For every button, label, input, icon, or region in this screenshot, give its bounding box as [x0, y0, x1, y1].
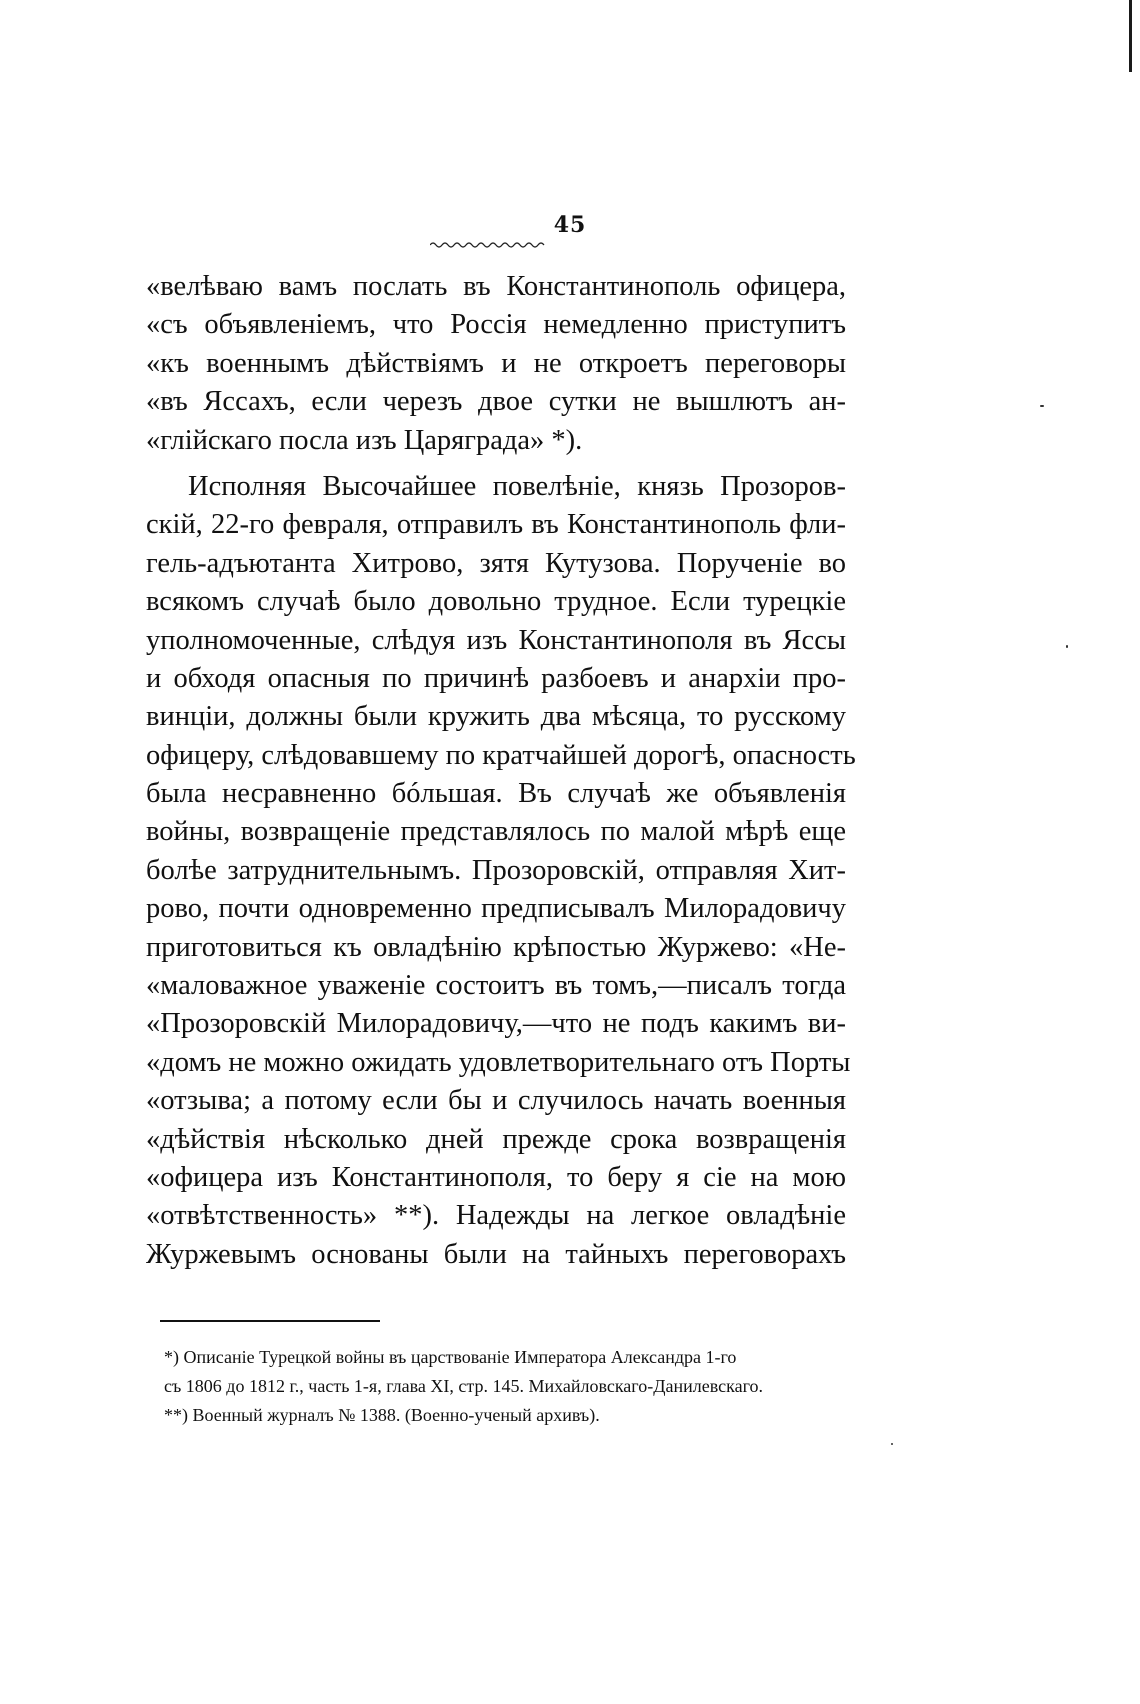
text-line: «отзыва; а потому если бы и случилось начать военныя — [146, 1085, 846, 1117]
footnote-1-line-1: *) Описаніе Турецкой войны въ царствованіе Императора Александра 1-го — [164, 1347, 737, 1367]
text-line: винціи, должны были кружить два мѣсяца, то русскому — [146, 701, 846, 733]
text-line: «въ Яссахъ, если черезъ двое сутки не вышлютъ ан- — [146, 386, 846, 418]
text-line: Журжевымъ основаны были на тайныхъ переговорахъ — [146, 1238, 846, 1270]
page-number-ornament — [430, 240, 545, 250]
text-line: «Прозоровскій Милорадовичу,—что не подъ какимъ ви- — [146, 1008, 846, 1040]
text-line: «съ объявленіемъ, что Россія немедленно приступитъ — [146, 309, 846, 341]
text-line: «отвѣтственность» **). Надежды на легкое овладѣніе — [146, 1200, 846, 1232]
text-line: скій, 22-го февраля, отправилъ въ Константинополь фли- — [146, 509, 846, 541]
text-line: и обходя опасныя по причинѣ разбоевъ и анархіи про- — [146, 662, 846, 694]
text-line: «офицера изъ Константинополя, то беру я сіе на мою — [146, 1161, 846, 1193]
footnotes — [164, 1343, 848, 1430]
body-text — [146, 268, 856, 1274]
footnote-divider — [160, 1320, 380, 1322]
scan-speck — [891, 1443, 893, 1445]
text-line: Исполняя Высочайшее повелѣніе, князь Прозоров- — [188, 470, 846, 502]
text-line: уполномоченные, слѣдуя изъ Константинополя въ Яссы — [146, 624, 846, 656]
paragraph-2 — [146, 468, 856, 1274]
text-line: гель-адъютанта Хитрово, зятя Кутузова. Порученіе во — [146, 547, 846, 579]
scan-edge-mark — [1129, 0, 1132, 72]
text-line: «маловажное уваженіе состоитъ въ томъ,—писалъ тогда — [146, 970, 846, 1002]
text-line: офицеру, слѣдовавшему по кратчайшей дорогѣ, опасность — [146, 739, 856, 771]
text-line: войны, возвращеніе представлялось по малой мѣрѣ еще — [146, 816, 846, 848]
page-number: 45 — [553, 212, 587, 238]
footnote-2: **) Военный журналъ № 1388. (Военно-ученый архивъ). — [164, 1405, 600, 1425]
text-line: «дѣйствія нѣсколько дней прежде срока возвращенія — [146, 1123, 846, 1155]
text-line: всякомъ случаѣ было довольно трудное. Если турецкіе — [146, 586, 846, 618]
text-line: «велѣваю вамъ послать въ Константинополь офицера, — [146, 271, 846, 302]
paragraph-1 — [146, 268, 846, 460]
text-line: «домъ не можно ожидать удовлетворительнаго отъ Порты — [146, 1046, 851, 1078]
text-line: болѣе затруднительнымъ. Прозоровскій, отправляя Хит- — [146, 854, 846, 886]
text-line: приготовиться къ овладѣнію крѣпостью Журжево: «Не- — [146, 931, 846, 963]
text-line: «глійскаго посла изъ Царяграда» *). — [146, 424, 583, 456]
text-line: рово, почти одновременно предписывалъ Милорадовичу — [146, 893, 846, 925]
scan-speck — [1040, 405, 1044, 407]
scan-speck — [1066, 645, 1068, 648]
text-line: «къ военнымъ дѣйствіямъ и не откроетъ переговоры — [146, 347, 846, 379]
text-line: была несравненно бóльшая. Въ случаѣ же объявленія — [146, 778, 846, 810]
footnote-1-line-2: съ 1806 до 1812 г., часть 1-я, глава XI, стр. 145. Михайловскаго-Данилевскаго. — [164, 1376, 764, 1396]
